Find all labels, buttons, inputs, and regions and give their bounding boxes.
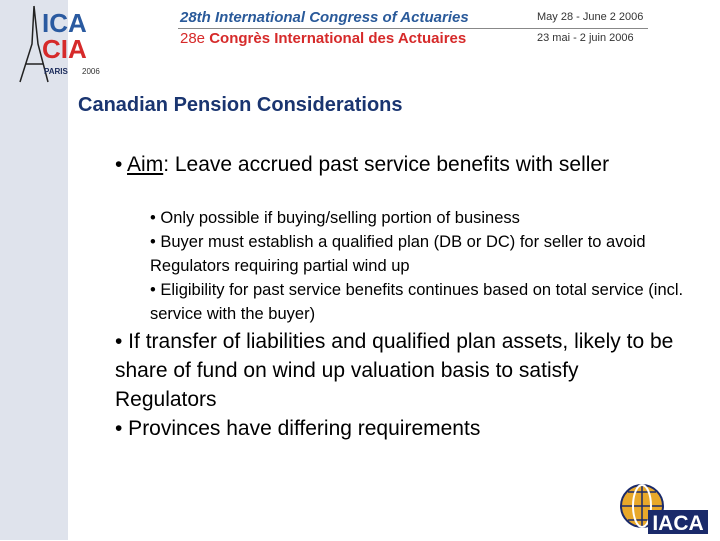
- ica-logo: [12, 4, 107, 84]
- slide-title: Canadian Pension Considerations: [78, 94, 403, 116]
- congress-title-en: 28th International Congress of Actuaries: [180, 9, 469, 26]
- logo-city: PARIS: [44, 67, 68, 76]
- bullet: • If transfer of liabilities and qualified plan assets, likely to be share of fund on wind up valuation basis to satisfy Regulators: [115, 330, 674, 411]
- dates-fr: 23 mai - 2 juin 2006: [537, 32, 634, 44]
- sub-bullet: • Buyer must establish a qualified plan (DB or DC) for seller to avoid Regulators requiring partial wind up: [150, 233, 646, 275]
- iaca-logo: [620, 480, 710, 536]
- svg-text:IACA: IACA: [652, 512, 704, 535]
- congress-title-fr: 28e Congrès International des Actuaires: [180, 30, 467, 47]
- bullet: • Provinces have differing requirements: [115, 417, 481, 440]
- logo-year: 2006: [82, 67, 100, 76]
- sub-bullet: • Only possible if buying/selling portion of business: [150, 209, 520, 227]
- logo-cia: CIA: [42, 34, 87, 64]
- bullet-aim: • Aim: Leave accrued past service benefits with seller: [115, 153, 610, 176]
- sub-bullet: • Eligibility for past service benefits continues based on total service (incl. service with the buyer): [150, 281, 684, 323]
- logo-ica: ICA: [42, 8, 87, 38]
- globe-icon: [620, 480, 710, 536]
- header-rule: [178, 28, 648, 29]
- dates-en: May 28 - June 2 2006: [537, 11, 644, 23]
